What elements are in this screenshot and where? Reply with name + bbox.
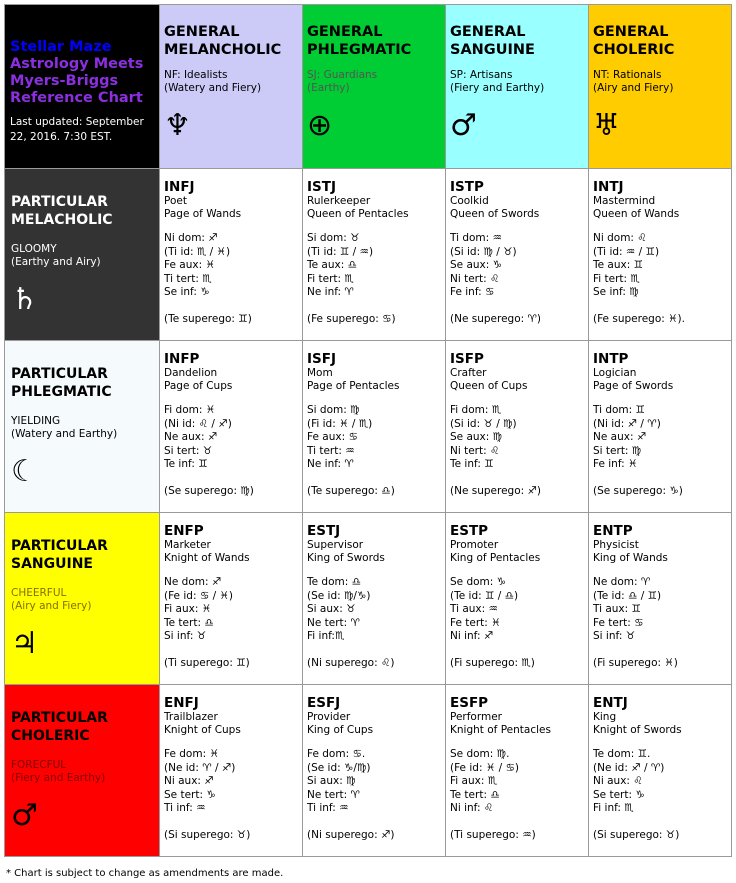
type-code: ENFP [164, 523, 204, 539]
function-line: Ni inf: ♌ [450, 802, 494, 815]
function-line: Fe aux: ♋ [307, 431, 358, 444]
column-title: GENERAL CHOLERIC [593, 24, 675, 58]
superego-line: (Si superego: ♉) [164, 828, 251, 841]
type-nickname: Crafter [450, 367, 487, 379]
title-line-2: Astrology Meets [10, 56, 144, 72]
type-nickname: Coolkid [450, 195, 489, 207]
tarot-card: King of Swords [307, 552, 385, 564]
function-line: Te inf: ♊ [164, 458, 208, 471]
function-line: Ni tert: ♌ [450, 444, 500, 457]
function-line: Te inf: ♊ [450, 458, 494, 471]
column-description [164, 69, 298, 95]
function-line: Ti dom: ♒ [450, 232, 502, 244]
mood-label: FORECFUL [11, 759, 67, 771]
type-cell [303, 341, 446, 513]
column-header-phlegmatic [303, 5, 446, 169]
function-list [307, 576, 441, 644]
title-line-4: Reference Chart [10, 90, 143, 106]
column-header-melancholic [160, 5, 303, 169]
superego-line: (Si superego: ♉) [593, 828, 680, 841]
function-line: Si aux: ♉ [307, 603, 356, 616]
mood-label: YIELDING [11, 415, 61, 427]
function-line: Ti aux: ♊ [593, 603, 641, 616]
type-code: ISFP [450, 351, 484, 367]
element-pairing: (Earthy and Airy) [11, 256, 101, 268]
function-line: Ni inf: ♐ [450, 630, 494, 643]
type-nickname: Mastermind [593, 195, 656, 207]
tarot-card: Knight of Pentacles [450, 724, 551, 736]
function-line: (Si id: ♉ / ♍) [450, 417, 517, 430]
function-line: Fi tert: ♏ [593, 272, 640, 285]
row-title: PARTICULAR CHOLERIC [11, 710, 108, 744]
function-line: (Te id: ♊ / ♎) [450, 589, 519, 602]
function-line: (Ne id: ♈ / ♐) [164, 761, 236, 774]
function-list [593, 748, 727, 816]
function-list [450, 748, 584, 816]
function-line: Ni aux: ♐ [164, 775, 214, 788]
tarot-card: Knight of Wands [164, 552, 250, 564]
tarot-card: King of Wands [593, 552, 668, 564]
function-list [307, 404, 441, 472]
function-line: Ne tert: ♈ [307, 788, 360, 801]
element-pairing: (Fiery and Earthy) [11, 772, 106, 784]
type-nickname: Performer [450, 711, 502, 723]
function-line: Fi inf: ♏ [593, 802, 634, 815]
function-line: Fi inf:♏ [307, 630, 345, 643]
function-line: Fe inf: ♓ [593, 458, 638, 471]
type-code: INFJ [164, 179, 195, 195]
type-code: INTJ [593, 179, 624, 195]
type-cell [446, 685, 589, 857]
function-line: Fe dom: ♋. [307, 748, 366, 760]
function-line: Si dom: ♍ [307, 404, 360, 416]
function-list [164, 232, 298, 300]
superego-line: (Se superego: ♑) [593, 484, 683, 497]
function-line: (Ti id: ♊ / ♒) [307, 245, 374, 258]
temperament-group: SP: Artisans [450, 69, 513, 81]
type-cell [160, 685, 303, 857]
superego-line: (Ni superego: ♐) [307, 828, 395, 841]
superego-line: (Fi superego: ♓) [593, 656, 678, 669]
type-nickname: Promoter [450, 539, 499, 551]
type-nickname: Rulerkeeper [307, 195, 371, 207]
function-line: Ni dom: ♐ [164, 232, 218, 244]
type-nickname: Physicist [593, 539, 639, 551]
type-code: ENTP [593, 523, 633, 539]
function-line: Ne dom: ♈ [593, 576, 651, 588]
row-description [11, 243, 153, 269]
type-nickname: Logician [593, 367, 637, 379]
function-line: Ti dom: ♊ [593, 404, 645, 416]
function-line: (Te id: ♎ / ♊) [593, 589, 662, 602]
type-nickname: Marketer [164, 539, 211, 551]
function-line: Fi dom: ♏ [450, 404, 502, 416]
footnote: * Chart is subject to change as amendments are made. [6, 868, 284, 879]
neptune-icon: ♆ [164, 108, 191, 143]
type-code: ENTJ [593, 695, 628, 711]
function-line: Ni tert: ♌ [450, 272, 500, 285]
mood-label: CHEERFUL [11, 587, 67, 599]
uranus-icon: ♅ [593, 108, 620, 143]
element-pairing: (Fiery and Earthy) [450, 82, 545, 94]
function-line: Se inf: ♍ [593, 286, 639, 299]
type-nickname: Provider [307, 711, 351, 723]
function-list [593, 576, 727, 644]
function-list [450, 576, 584, 644]
type-cell [303, 513, 446, 685]
type-code: ESTP [450, 523, 489, 539]
function-line: (Se id: ♍/♑) [307, 589, 371, 602]
function-line: Si tert: ♉ [164, 444, 213, 457]
type-code: INFP [164, 351, 200, 367]
function-list [307, 232, 441, 300]
superego-line: (Fe superego: ♓). [593, 312, 685, 325]
function-line: Se tert: ♑ [593, 788, 645, 801]
type-code: ISFJ [307, 351, 336, 367]
type-code: ESTJ [307, 523, 341, 539]
function-line: Ne dom: ♐ [164, 576, 222, 588]
row-title: PARTICULAR SANGUINE [11, 538, 108, 572]
row-sanguine [5, 513, 732, 685]
function-line: Fe dom: ♓ [164, 748, 219, 760]
function-line: Ti inf: ♒ [307, 802, 349, 815]
type-code: ISTJ [307, 179, 336, 195]
row-choleric [5, 685, 732, 857]
row-melancholic [5, 169, 732, 341]
superego-line: (Fi superego: ♏) [450, 656, 535, 669]
function-line: Ne aux: ♐ [593, 431, 647, 444]
function-line: (Si id: ♍ / ♉) [450, 245, 517, 258]
function-line: (Fe id: ♓ / ♋) [450, 761, 519, 774]
column-description [307, 69, 441, 95]
row-title: PARTICULAR MELACHOLIC [11, 194, 113, 228]
row-header-choleric [5, 685, 160, 857]
function-line: (Ni id: ♐ / ♈) [593, 417, 661, 430]
function-line: Si tert: ♍ [593, 444, 642, 457]
function-line: Te aux: ♊ [593, 259, 644, 272]
title-line-3: Myers-Briggs [10, 73, 119, 89]
type-nickname: Supervisor [307, 539, 364, 551]
column-header-sanguine [446, 5, 589, 169]
type-nickname: Poet [164, 195, 187, 207]
function-line: Fi dom: ♓ [164, 404, 216, 416]
title-line-1: Stellar Maze [10, 39, 112, 55]
function-list [307, 748, 441, 816]
function-line: Se dom: ♑ [450, 576, 507, 588]
tarot-card: King of Cups [307, 724, 374, 736]
type-cell [589, 513, 732, 685]
tarot-card: Page of Wands [164, 208, 242, 220]
mars-icon: ♂ [11, 798, 38, 833]
function-line: Ti tert: ♒ [307, 444, 355, 457]
function-line: Fi aux: ♓ [164, 603, 212, 616]
superego-line: (Ne superego: ♈) [450, 312, 542, 325]
function-line: Si inf: ♉ [164, 630, 207, 643]
type-nickname: Trailblazer [164, 711, 218, 723]
type-code: ENFJ [164, 695, 199, 711]
type-cell [303, 685, 446, 857]
chart-title-cell [5, 5, 160, 169]
function-line: Ni dom: ♌ [593, 232, 647, 244]
function-line: Ti inf: ♒ [164, 802, 206, 815]
function-line: (Ni id: ♌ / ♐) [164, 417, 232, 430]
type-nickname: Dandelion [164, 367, 218, 379]
type-code: ESFP [450, 695, 489, 711]
type-cell [446, 341, 589, 513]
function-list [164, 748, 298, 816]
header-row [5, 5, 732, 169]
type-code: INTP [593, 351, 629, 367]
tarot-card: Knight of Swords [593, 724, 682, 736]
moon-icon: ☾ [11, 454, 38, 489]
earth-icon: ⊕ [307, 108, 333, 143]
function-line: Te tert: ♎ [450, 788, 500, 801]
function-line: Te tert: ♎ [164, 616, 214, 629]
temperament-group: NF: Idealists [164, 69, 228, 81]
row-phlegmatic [5, 341, 732, 513]
function-line: Se dom: ♍. [450, 748, 510, 760]
superego-line: (Ti superego: ♊) [164, 656, 250, 669]
tarot-card: Knight of Cups [164, 724, 241, 736]
function-line: Se inf: ♑ [164, 286, 210, 299]
function-line: Fe tert: ♓ [450, 616, 501, 629]
type-cell [446, 169, 589, 341]
function-line: Si inf: ♉ [593, 630, 636, 643]
function-line: Fi tert: ♏ [307, 272, 354, 285]
row-title: PARTICULAR PHLEGMATIC [11, 366, 112, 400]
type-cell [589, 685, 732, 857]
tarot-card: Page of Swords [593, 380, 674, 392]
tarot-card: Queen of Swords [450, 208, 540, 220]
superego-line: (Ne superego: ♐) [450, 484, 542, 497]
tarot-card: Queen of Pentacles [307, 208, 409, 220]
type-cell [446, 513, 589, 685]
function-line: Ti aux: ♒ [450, 603, 498, 616]
function-line: Se aux: ♍ [450, 431, 503, 444]
element-pairing: (Airy and Fiery) [11, 600, 92, 612]
reference-chart [4, 4, 732, 857]
row-description [11, 415, 153, 441]
row-header-melancholic [5, 169, 160, 341]
function-line: Te dom: ♊. [593, 748, 651, 760]
function-line: Ne inf: ♈ [307, 286, 354, 299]
function-list [593, 232, 727, 300]
tarot-card: Queen of Wands [593, 208, 680, 220]
type-cell [160, 341, 303, 513]
function-line: Ne inf: ♈ [307, 458, 354, 471]
type-code: ISTP [450, 179, 484, 195]
function-list [164, 576, 298, 644]
superego-line: (Se superego: ♍) [164, 484, 254, 497]
function-line: (Ne id: ♐ / ♈) [593, 761, 665, 774]
function-list [450, 232, 584, 300]
superego-line: (Te superego: ♎) [307, 484, 395, 497]
function-line: Ti tert: ♏ [164, 272, 212, 285]
function-line: Si dom: ♉ [307, 232, 360, 244]
type-code: ESFJ [307, 695, 341, 711]
function-line: (Ti id: ♏ / ♓) [164, 245, 231, 258]
type-nickname: Mom [307, 367, 333, 379]
function-line: Te aux: ♎ [307, 259, 358, 272]
type-cell [589, 341, 732, 513]
function-line: Te dom: ♎ [307, 576, 362, 588]
column-description [450, 69, 584, 95]
row-description [11, 759, 153, 785]
tarot-card: Page of Cups [164, 380, 233, 392]
superego-line: (Ti superego: ♒) [450, 828, 536, 841]
superego-line: (Te superego: ♊) [164, 312, 252, 325]
function-line: Fe tert: ♋ [593, 616, 644, 629]
element-pairing: (Watery and Earthy) [11, 428, 118, 440]
function-line: Fe inf: ♋ [450, 286, 495, 299]
temperament-group: SJ: Guardians [307, 69, 378, 81]
superego-line: (Fe superego: ♋) [307, 312, 396, 325]
column-header-choleric [589, 5, 732, 169]
function-list [450, 404, 584, 472]
column-title: GENERAL MELANCHOLIC [164, 24, 282, 58]
element-pairing: (Airy and Fiery) [593, 82, 674, 94]
function-line: (Se id: ♑/♍) [307, 761, 371, 774]
saturn-icon: ♄ [11, 282, 38, 317]
element-pairing: (Watery and Fiery) [164, 82, 262, 94]
function-list [593, 404, 727, 472]
row-header-phlegmatic [5, 341, 160, 513]
function-line: Se tert: ♑ [164, 788, 216, 801]
tarot-card: Queen of Cups [450, 380, 528, 392]
function-line: Ni aux: ♌ [593, 775, 643, 788]
row-header-sanguine [5, 513, 160, 685]
type-nickname: King [593, 711, 617, 723]
superego-line: (Ni superego: ♌) [307, 656, 395, 669]
type-cell [589, 169, 732, 341]
jupiter-icon: ♃ [11, 626, 38, 661]
type-cell [160, 169, 303, 341]
column-title: GENERAL PHLEGMATIC [307, 24, 412, 58]
last-updated: Last updated: September 22, 2016. 7:30 EST. [10, 116, 144, 143]
mood-label: GLOOMY [11, 243, 57, 255]
type-cell [160, 513, 303, 685]
function-line: (Ti id: ♒ / ♊) [593, 245, 660, 258]
temperament-group: NT: Rationals [593, 69, 662, 81]
tarot-card: King of Pentacles [450, 552, 541, 564]
function-line: Si aux: ♍ [307, 775, 356, 788]
function-line: Ne tert: ♈ [307, 616, 360, 629]
function-line: (Fe id: ♋ / ♓) [164, 589, 233, 602]
function-list [164, 404, 298, 472]
row-description [11, 587, 153, 613]
type-cell [303, 169, 446, 341]
function-line: (Fi id: ♓ / ♏) [307, 417, 373, 430]
tarot-card: Page of Pentacles [307, 380, 400, 392]
function-line: Fi aux: ♏ [450, 775, 498, 788]
function-line: Se aux: ♑ [450, 259, 503, 272]
column-title: GENERAL SANGUINE [450, 24, 535, 58]
function-line: Ne aux: ♐ [164, 431, 218, 444]
function-line: Fe aux: ♓ [164, 259, 215, 272]
mars-icon: ♂ [450, 108, 477, 143]
element-pairing: (Earthy) [307, 82, 350, 94]
column-description [593, 69, 727, 95]
